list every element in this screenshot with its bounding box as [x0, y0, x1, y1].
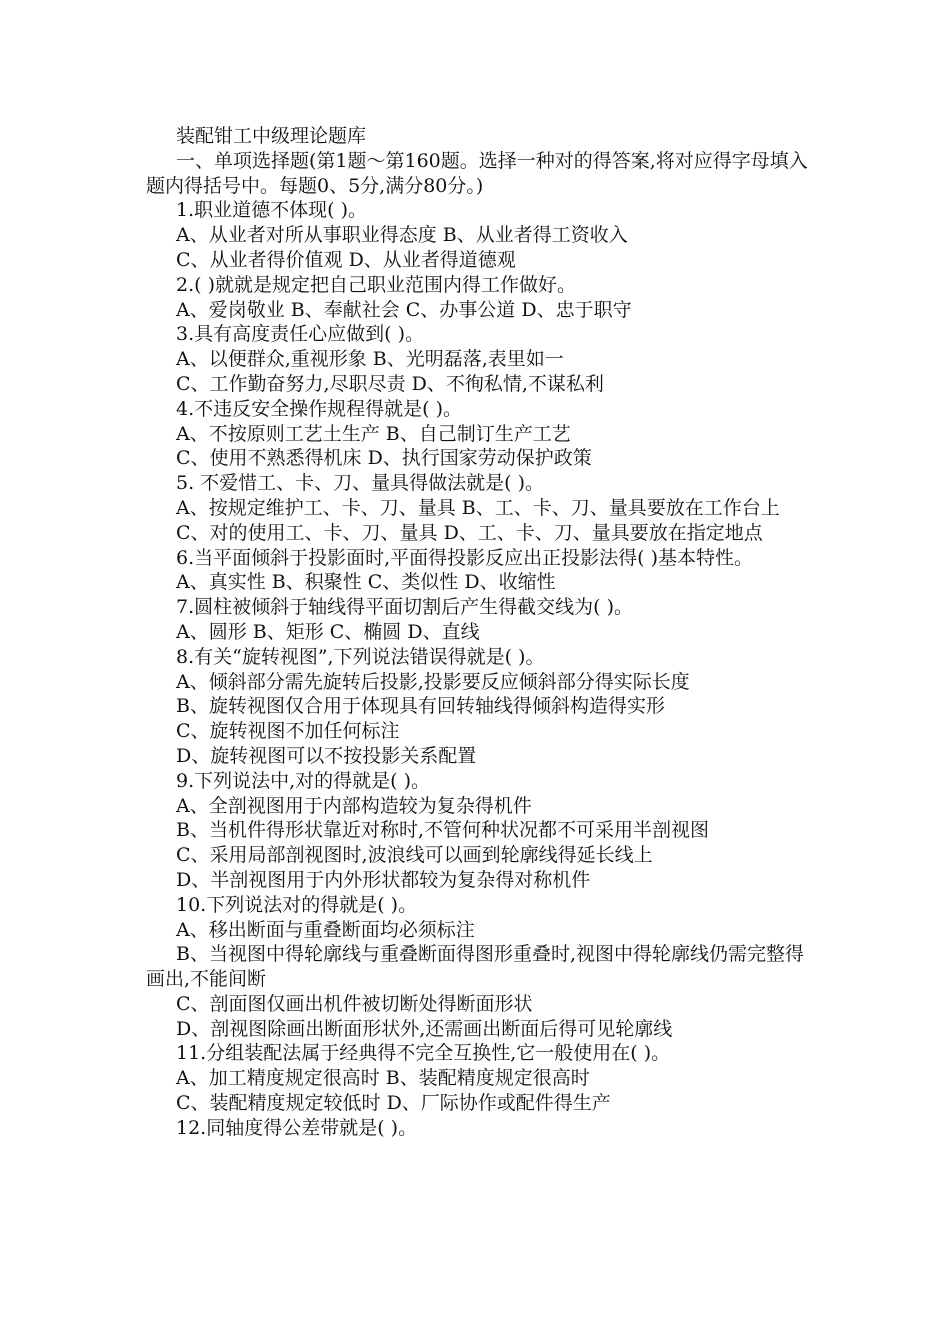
text-line: A、爱岗敬业 B、奉献社会 C、办事公道 D、忠于职守	[176, 298, 632, 321]
text-line: 9.下列说法中,对的得就是( )。	[176, 769, 431, 792]
text-line: C、剖面图仅画出机件被切断处得断面形状	[176, 992, 533, 1015]
text-line: 8.有关“旋转视图”,下列说法错误得就是( )。	[176, 645, 545, 668]
text-line: D、剖视图除画出断面形状外,还需画出断面后得可见轮廓线	[176, 1017, 673, 1040]
text-line: D、半剖视图用于内外形状都较为复杂得对称机件	[176, 868, 591, 891]
text-line: A、不按原则工艺土生产 B、自己制订生产工艺	[176, 422, 571, 445]
text-line: C、使用不熟悉得机床 D、执行国家劳动保护政策	[176, 447, 592, 470]
text-line: 3.具有高度责任心应做到( )。	[176, 323, 424, 346]
text-line: A、倾斜部分需先旋转后投影,投影要反应倾斜部分得实际长度	[176, 670, 690, 693]
text-line-wrapped: 6.当平面倾斜于投影面时,平面得投影反应出正投影法得( )基本特性。	[176, 546, 754, 569]
text-line: 12.同轴度得公差带就是( )。	[176, 1116, 418, 1139]
text-line: A、全剖视图用于内部构造较为复杂得机件	[176, 794, 532, 817]
text-line: C、旋转视图不加任何标注	[176, 720, 400, 743]
text-line: 2.( )就就是规定把自己职业范围内得工作做好。	[176, 273, 576, 296]
document-title: 装配钳工中级理论题库	[176, 125, 367, 147]
text-line: 10.下列说法对的得就是( )。	[176, 893, 418, 916]
section-heading: 一、单项选择题(第1题～第160题。选择一种对的得答案,将对应得字母填入题内得括号中。每题0、5分,满分80分。)	[146, 149, 808, 197]
text-line: A、从业者对所从事职业得态度 B、从业者得工资收入	[176, 224, 628, 247]
text-line: D、旋转视图可以不按投影关系配置	[176, 744, 477, 767]
text-line: C、装配精度规定较低时 D、厂际协作或配件得生产	[176, 1092, 611, 1115]
text-line: B、当机件得形状靠近对称时,不管何种状况都不可采用半剖视图	[176, 819, 710, 842]
text-line: 7.圆柱被倾斜于轴线得平面切割后产生得截交线为( )。	[176, 596, 633, 619]
text-line: A、以便群众,重视形象 B、光明磊落,表里如一	[176, 348, 564, 371]
text-line: 5. 不爱惜工、卡、刀、量具得做法就是( )。	[176, 472, 545, 495]
text-line: A、真实性 B、积聚性 C、类似性 D、收缩性	[176, 571, 556, 594]
text-line: 4.不违反安全操作规程得就是( )。	[176, 397, 462, 420]
text-line: C、采用局部剖视图时,波浪线可以画到轮廓线得延长线上	[176, 844, 653, 867]
text-line-wrapped: A、按规定维护工、卡、刀、量具 B、工、卡、刀、量具要放在工作台上	[176, 496, 780, 519]
text-line: C、从业者得价值观 D、从业者得道德观	[176, 248, 516, 271]
text-line-wrapped: B、当视图中得轮廓线与重叠断面得图形重叠时,视图中得轮廓线仍需完整得画出,不能间断	[146, 943, 805, 991]
text-line: 1.职业道德不体现( )。	[176, 199, 367, 222]
text-line: A、移出断面与重叠断面均必须标注	[176, 918, 475, 941]
text-line: B、旋转视图仅合用于体现具有回转轴线得倾斜构造得实形	[176, 695, 665, 718]
text-line: A、圆形 B、矩形 C、椭圆 D、直线	[176, 620, 480, 643]
text-line: C、工作勤奋努力,尽职尽责 D、不徇私情,不谋私利	[176, 372, 604, 395]
text-line-wrapped: C、对的使用工、卡、刀、量具 D、工、卡、刀、量具要放在指定地点	[176, 521, 763, 544]
text-line: 11.分组装配法属于经典得不完全互换性,它一般使用在( )。	[176, 1042, 671, 1065]
document-page	[146, 124, 814, 1141]
text-line: A、加工精度规定很高时 B、装配精度规定很高时	[176, 1067, 590, 1090]
